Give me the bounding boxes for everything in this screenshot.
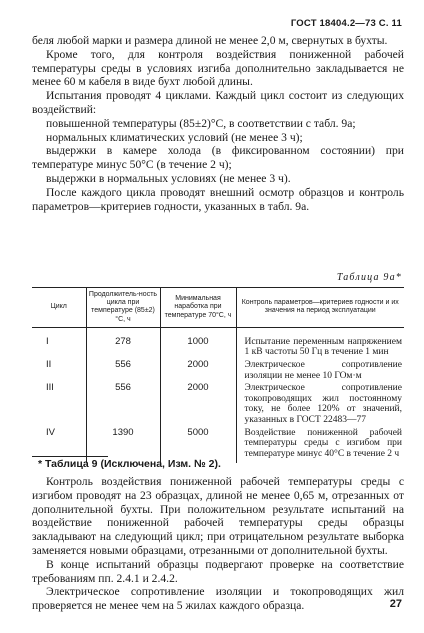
cell-min: 2000 <box>160 382 236 426</box>
paragraph: В конце испытаний образцы подвергают проверке на соответствие требованиям пп. 2.4.1 и 2.4.2. <box>32 557 404 585</box>
paragraph: Электрическое сопротивление изоляции и токопроводящих жил проверяется не менее чем на 5 жилах каждого образца. <box>32 585 404 613</box>
paragraph: беля любой марки и размера длиной не менее 2,0 м, свернутых в бухты. <box>32 34 388 47</box>
paragraph: нормальных климатических условий (не менее 3 ч); <box>46 130 303 144</box>
column-header-control: Контроль параметров—критериев годности и их значения на период эксплуатации <box>236 288 404 328</box>
bottom-text-block <box>32 475 404 613</box>
cell-min: 2000 <box>160 359 236 382</box>
footnote: * Таблица 9 (Исключена, Изм. № 2). <box>38 458 221 470</box>
table-row <box>32 359 404 382</box>
paragraph: повышенной температуры (85±2)°С, в соответствии с табл. 9а; <box>46 116 356 130</box>
table-header-row <box>32 288 404 328</box>
paragraph: выдержки в камере холода (в фиксированном состоянии) при температуре минус 50°С (в течение 2 ч); <box>32 144 404 172</box>
cell-cycle: I <box>46 335 49 347</box>
cell-min: 5000 <box>160 427 236 464</box>
table-row <box>32 382 404 426</box>
paragraph: Контроль воздействия пониженной рабочей температуры среды с изгибом проводят на 23 образцах, длиной не менее 0,65 м, отрезанных от дополнительной бухты. При положительном результате испытаний на воздействие пониженной рабочей температуры среды образцы закладывают на следующий цикл; при отрицательном результате выборка заменяется новыми образцами, отрезанными от дополнительной бухты. <box>32 475 404 557</box>
table-9a <box>32 287 404 463</box>
page-header: ГОСТ 18404.2—73 С. 11 <box>290 18 402 29</box>
paragraph: Испытания проводят 4 циклами. Каждый цикл состоит из следующих воздействий: <box>32 89 404 116</box>
paragraph: После каждого цикла проводят внешний осмотр образцов и контроль параметров—критериев годности, указанных в табл. 9а. <box>32 185 404 213</box>
cell-cycle: IV <box>46 426 55 438</box>
page-number: 27 <box>389 598 402 610</box>
cell-duration: 556 <box>86 359 160 382</box>
cell-cycle: II <box>46 359 52 370</box>
column-header-cycle: Цикл <box>32 288 86 328</box>
cell-desc: Электрическое сопротивление токопроводящих жил постоянному току, не более 120% от значений, указанных в ГОСТ 22483—77 <box>236 382 404 426</box>
cell-duration: 278 <box>86 327 160 359</box>
table-row <box>32 327 404 359</box>
cell-duration: 1390 <box>86 427 160 464</box>
column-header-duration: Продолжитель-ность цикла при температуре (85±2)°С, ч <box>86 288 160 328</box>
cell-min: 1000 <box>160 327 236 359</box>
top-text-block <box>32 34 404 213</box>
paragraph: Кроме того, для контроля воздействия пониженной рабочей температуры среды в условиях изгиба дополнительно закладывается не менее 60 м кабеля в виде бухт любой длины. <box>32 47 404 89</box>
cell-cycle: III <box>46 382 54 394</box>
cell-desc: Воздействие пониженной рабочей температуры среды с изгибом при температуре минус 40°С в течение 2 ч <box>236 427 404 464</box>
cell-desc: Испытание переменным напряжением 1 кВ частоты 50 Гц в течение 1 мин <box>236 327 404 359</box>
paragraph: выдержки в нормальных условиях (не менее 3 ч). <box>46 171 291 185</box>
table-caption: Таблица 9а* <box>336 272 402 283</box>
footnote-separator <box>32 456 108 457</box>
cell-desc: Электрическое сопротивление изоляции не менее 10 ГОм·м <box>236 359 404 382</box>
column-header-min-runtime: Минимальная наработка при температуре 70°С, ч <box>160 288 236 328</box>
cell-duration: 556 <box>86 382 160 426</box>
